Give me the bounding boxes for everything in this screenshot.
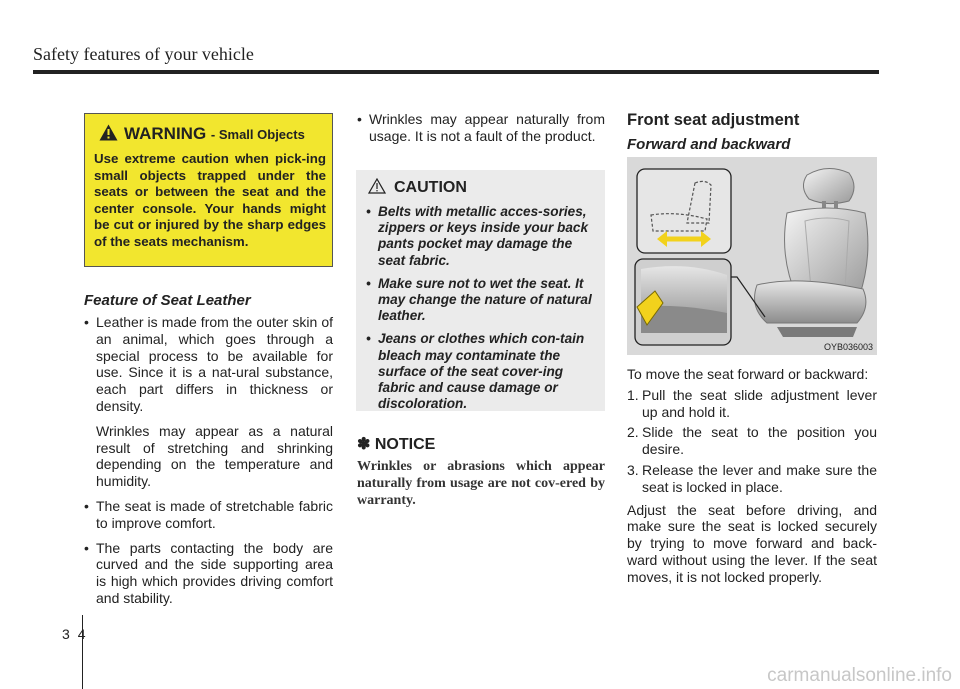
seat-figure — [627, 157, 877, 355]
list-item — [84, 540, 333, 607]
caution-heading — [368, 178, 467, 197]
page-header-title: Safety features of your vehicle — [33, 44, 254, 64]
section-title: Front seat adjustment — [627, 111, 800, 129]
leather-bullet-2: • The seat is made of stretchable fabric to improve comfort. — [96, 497, 333, 531]
caution-list — [366, 204, 598, 419]
caution-box — [356, 170, 605, 411]
header-rule — [33, 70, 879, 74]
notice-icon: ✽ — [357, 436, 371, 453]
list-item — [84, 498, 333, 532]
step-item — [627, 424, 877, 458]
page-number — [58, 626, 90, 642]
leather-bullet-3: • The parts contacting the body are curved and the side supporting area is high which provides driving comfort and stability. — [96, 539, 333, 606]
warning-text: Use extreme caution when pick-ing small objects trapped under the seats or between the seat and the center console. Your hands might be cut or injured by the sharp edges of the seats mechanism. — [94, 151, 326, 249]
notice-heading — [357, 434, 435, 454]
notice-title: NOTICE — [374, 436, 436, 453]
list-item — [84, 314, 333, 490]
outro-text: Adjust the seat before driving, and make sure the seat is locked securely by trying to move forward and back-ward without using the lever. If the seat moves, it is not locked properly. — [627, 501, 877, 585]
watermark: carmanualsonline.info — [767, 665, 952, 686]
seat-instructions — [627, 366, 877, 586]
figure-code: OYB036003 — [823, 342, 873, 352]
step-item — [627, 387, 877, 421]
step-text: Release the lever and make sure the seat is locked in place. — [642, 461, 877, 495]
caution-item: • Belts with metallic acces-sories, zippers or keys inside your back pants pocket may damage the seat fabric. — [366, 204, 598, 269]
notice-text: Wrinkles or abrasions which appear naturally from usage are not cov-ered by warranty. — [357, 459, 605, 508]
step-item — [627, 462, 877, 496]
leather-bullet-1: • Leather is made from the outer skin of an animal, which goes through a special process to be available for use. Since it is a nat-ural substance, each part differs in thickness or density. — [96, 314, 333, 414]
seat-illustration — [627, 157, 877, 355]
warning-heading — [99, 124, 305, 144]
caution-item: • Jeans or clothes which con-tain bleach may contaminate the surface of the seat cover-ing fabric and cause damage or discoloration. — [366, 331, 598, 412]
subsection-title: Forward and backward — [627, 136, 791, 153]
leather-bullet-1-cont: Wrinkles may appear as a natural result of stretching and shrinking depending on the temperature and humidity. — [96, 422, 333, 490]
leather-list — [84, 314, 333, 615]
step-text: Pull the seat slide adjustment lever up and hold it. — [642, 386, 877, 420]
warning-box — [84, 113, 333, 267]
step-text: Slide the seat to the position you desire. — [642, 424, 877, 458]
warning-title: WARNING — [124, 124, 207, 143]
warning-icon — [99, 124, 118, 141]
leather-heading: Feature of Seat Leather — [84, 292, 251, 309]
chapter-number: 3 — [62, 626, 70, 642]
step-number: 1. — [627, 386, 639, 403]
list-item — [357, 111, 605, 145]
middle-list — [357, 111, 605, 153]
caution-title: CAUTION — [394, 179, 467, 196]
page-number-value: 4 — [77, 626, 86, 642]
intro-text: To move the seat forward or backward: — [627, 366, 869, 382]
step-number: 2. — [627, 424, 639, 441]
caution-item: • Make sure not to wet the seat. It may change the nature of natural leather. — [366, 276, 598, 325]
step-number: 3. — [627, 461, 639, 478]
middle-bullet: • Wrinkles may appear naturally from usage. It is not a fault of the product. — [369, 111, 605, 144]
caution-icon — [368, 178, 386, 194]
warning-subtitle: - Small Objects — [210, 127, 305, 142]
